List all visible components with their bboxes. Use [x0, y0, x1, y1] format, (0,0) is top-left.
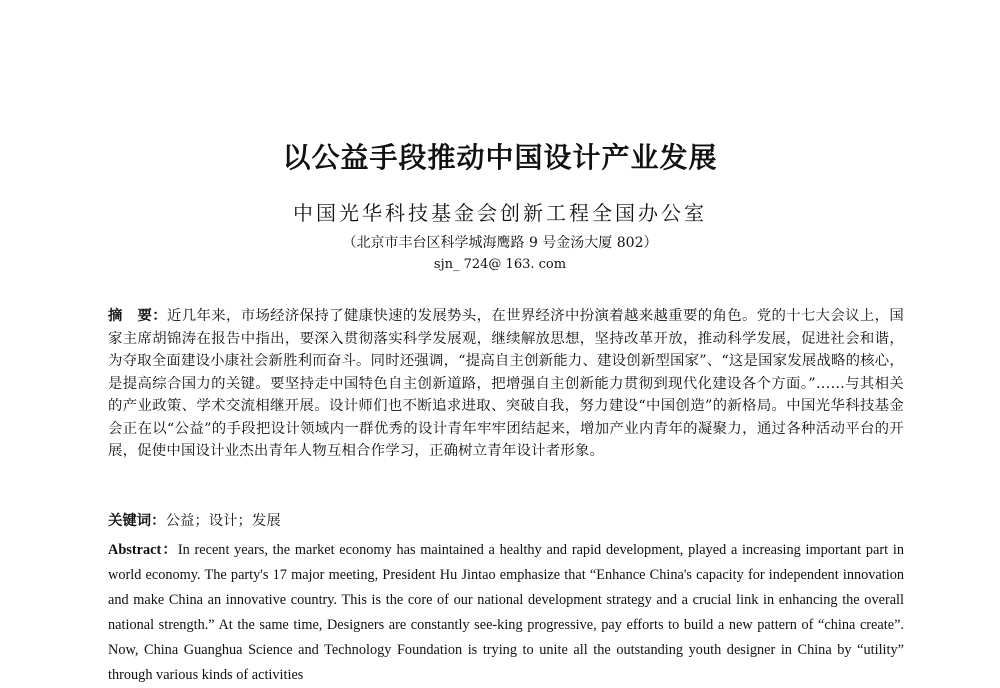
abstract-zh-label: 摘 要：: [108, 307, 167, 324]
author-email: sjn_ 724@ 163. com: [433, 257, 567, 272]
keywords-label: 关键词：: [108, 512, 166, 529]
abstract-en-label: Abstract：: [108, 542, 178, 558]
abstract-english: [108, 538, 904, 688]
abstract-zh-text: 近几年来，市场经济保持了健康快速的发展势头，在世界经济中扮演着越来越重要的角色。党的十七大会议上，国家主席胡锦涛在报告中指出，要深入贯彻落实科学发展观，继续解放思想，坚持改革开放，推动科学发展，促进社会和谐，为夺取全面建设小康社会新胜利而奋斗。同时还强调，“提高自主创新能力、建设创新型国家”、“这是国家发展战略的核心，是提高综合国力的关键。要坚持走中国特色自主创新道路，把增强自主创新能力贯彻到现代化建设各个方面。”……与其相关的产业政策、学术交流相继开展。设计师们也不断追求进取、突破自我，努力建设“中国创造”的新格局。中国光华科技基金会正在以“公益”的手段把设计领域内一群优秀的设计青年牢牢团结起来，增加产业内青年的凝聚力，通过各种活动平台的开展，促使中国设计业杰出青年人物互相合作学习，正确树立青年设计者形象。: [108, 308, 904, 459]
paper-title: 以公益手段推动中国设计产业发展: [282, 141, 718, 174]
affiliation-address: （北京市丰台区科学城海鹰路 9 号金汤大厦 802）: [342, 235, 658, 251]
author-affiliation: 中国光华科技基金会创新工程全国办公室: [293, 201, 707, 225]
abstract-en-text: In recent years, the market economy has maintained a healthy and rapid development, played a increasing important part in world economy. The party's 17 major meeting, President Hu Jintao emphasize that “Enhance China's capacity for independent innovation and make China an innovative country. This is the core of our national development strategy and a crucial link in enhancing the overall national strength.” At the same time, Designers are constantly see-king progressive, pay efforts to build a new pattern of “china create”. Now, China Guanghua Science and Technology Foundation is trying to unite all the outstanding youth designer in China by “utility” through various kinds of activities: [108, 542, 904, 683]
keywords-text: 公益；设计；发展: [165, 513, 281, 529]
abstract-chinese: [108, 305, 904, 463]
keywords-line: [108, 510, 904, 532]
